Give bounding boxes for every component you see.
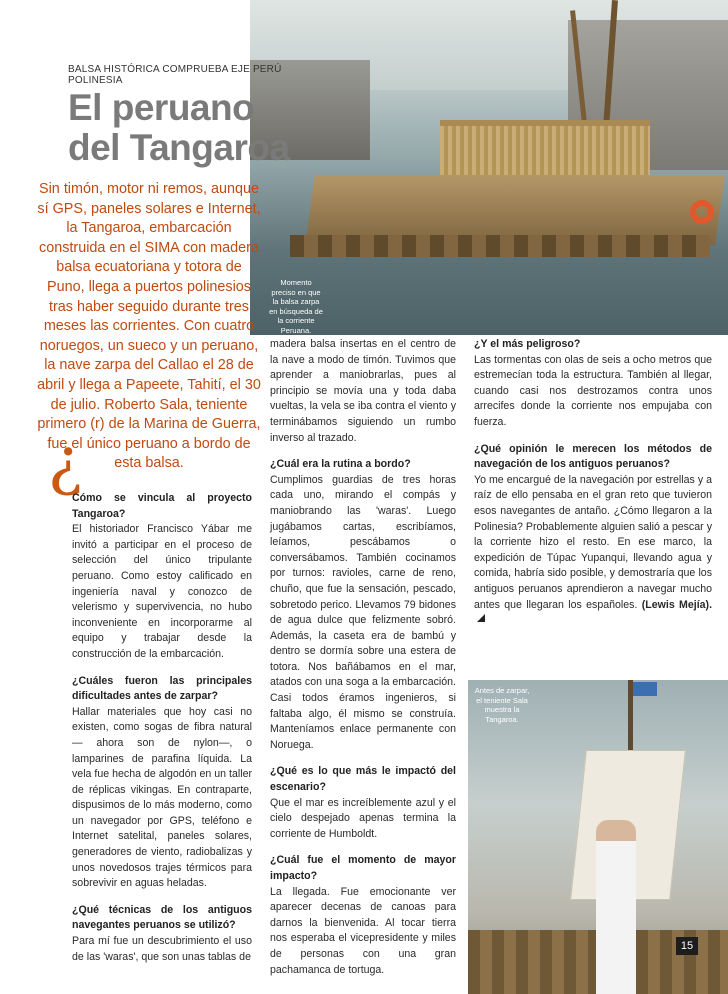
interview-question: ¿Cuál era la rutina a bordo? xyxy=(270,458,411,471)
text-column-2 xyxy=(270,337,456,978)
photo-caption-bottom: Antes de zarpar, el teniente Sala muestra la Tangaroa. xyxy=(474,686,530,724)
interview-question: ¿Cuáles fueron las principales dificultades antes de zarpar? xyxy=(72,674,252,703)
interview-question: ¿Cuál fue el momento de mayor impacto? xyxy=(270,854,456,882)
interview-answer: Hallar materiales que hoy casi no existen, como sogas de fibra natural — ahora son de nylon—, o lamparines de parafina líquida. La vela fue hecha de algodón en un taller de réplicas vikingas. En contraparte, dispusimos de lo más moderno, como un navegador por GPS, teléfono e Internet satelital, paneles solares, generadores de viento, radiobalizas y unos novedosos trajes térmicos para sobrevivir en aguas heladas. xyxy=(72,705,252,890)
author-signature: (Lewis Mejía). xyxy=(641,598,713,611)
interview-answer: Las tormentas con olas de seis a ocho metros que estremecían toda la estructura. También al llegar, cuando casi nos destrozamos contra unos arrecifes donde la corriente nos empujaba con fuerza. xyxy=(474,353,712,428)
title-line: del Tangaroa xyxy=(68,127,290,168)
end-mark-icon xyxy=(477,614,485,622)
interview-answer: Para mí fue un descubrimiento el uso de las 'waras', que son unas tablas de xyxy=(72,935,252,963)
interview-answer: La llegada. Fue emocionante ver aparecer decenas de canoas para darnos la bienvenida. Al tocar tierra nos esperaba el vicepresidente y miles de personas con una gran pachamanca de tortuga. xyxy=(270,885,456,976)
interview-question: ¿Qué técnicas de los antiguos navegantes peruanos se utilizó? xyxy=(72,903,252,932)
page-number: 15 xyxy=(676,937,698,955)
interview-answer xyxy=(474,473,712,629)
interview-question: ¿Y el más peligroso? xyxy=(474,338,581,350)
interview-question: Cómo se vincula al proyecto Tangaroa? xyxy=(72,492,252,520)
photo-person xyxy=(596,820,636,994)
photo-raft-logs xyxy=(290,235,710,257)
interview-question: ¿Qué es lo que más le impactó del escenario? xyxy=(270,765,456,794)
drop-question-mark: ¿ xyxy=(48,425,83,499)
answer-text: Yo me encargué de la navegación por estrellas y a raíz de ello pensaba en el gran reto que tuvieron esos navegantes de antaño. ¿Cómo llegaron a la Polinesia? Probablemente alguien salió a pescar y la corriente hizo el resto. En ese marco, la expedición de Túpac Yupanqui, llevando agua y comida, habría sido posible, y demostraría que los antiguos peruanos aprendieron a navegar mucho antes que llegaran los españoles. xyxy=(474,473,712,611)
photo-caption-top: Momento preciso en que la balsa zarpa en búsqueda de la corriente Peruana. xyxy=(269,278,323,335)
text-column-3 xyxy=(474,337,712,629)
title-line: El peruano xyxy=(68,87,255,128)
text-column-1 xyxy=(72,491,252,965)
flag-icon xyxy=(633,682,657,696)
interview-answer: Que el mar es increíblemente azul y el cielo despejado apenas termina la corriente de Humboldt. xyxy=(270,796,456,840)
article-lead: Sin timón, motor ni remos, aunque sí GPS, paneles solares e Internet, la Tangaroa, embarcación construida en el SIMA con madera balsa ecuatoriana y totora de Puno, llega a puertos polinesios tras haber seguido durante tres meses las corrientes. Con cuatro noruegos, un sueco y un peruano, la nave zarpa del Callao el 28 de abril y llega a Papeete, Tahití, el 30 de julio. Roberto Sala, teniente primero (r) de la Marina de Guerra, fue el único peruano a bordo de esta balsa. xyxy=(37,181,261,472)
article-title xyxy=(68,88,328,168)
interview-question: ¿Qué opinión le merecen los métodos de navegación de los antiguos peruanos? xyxy=(474,442,712,471)
lifebuoy-icon xyxy=(690,200,714,224)
interview-answer: Cumplimos guardias de tres horas cada uno, mirando el compás y maniobrando las 'waras'. Luego jugábamos cartas, escribíamos, leíamos, pescábamos o conversábamos. También cocinamos por turnos: ravioles, carne de reno, chuño, que fue la sensación, pescado, sobretodo perico. Llevamos 79 bidones de agua dulce que felizmente sobró. Además, la caseta era de bambú y dentro se dormía sobre una estera de totora. Nos bañábamos en el mar, atados con una soga a la embarcación. Casi todos éramos ingenieros, si faltaba algo, él mismo se construía. Manteníamos enlace permanente con Noruega. xyxy=(270,473,456,751)
interview-answer: madera balsa insertas en el centro de la nave a modo de timón. Tuvimos que aprender a maniobrarlas, pues al principio se movía una y toda daba vueltas, la vela se iba contra el viento y terminábamos siguiendo un rumbo inverso al trazado. xyxy=(270,338,456,444)
interview-answer: El historiador Francisco Yábar me invitó a participar en el proceso de selección del único tripulante peruano. Como estoy calificado en ingeniería naval y conozco de velerismo y supervivencia, no hubo inconveniente en incorporarme al equipo y trabajar desde la construcción de la embarcación. xyxy=(72,523,252,660)
article-kicker: BALSA HISTÓRICA COMPRUEBA EJE PERÚ POLINESIA xyxy=(68,64,282,86)
